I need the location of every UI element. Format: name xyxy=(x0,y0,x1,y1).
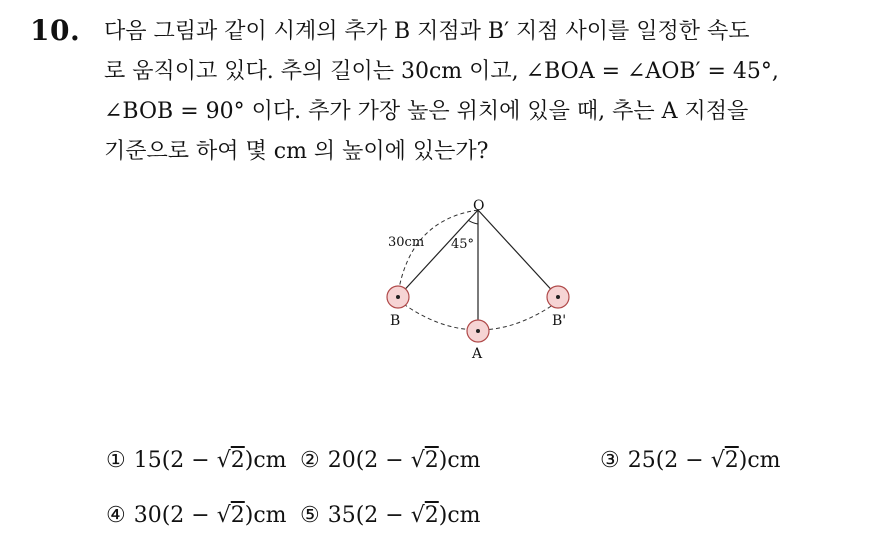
choice-1[interactable]: ① 15(2 − √2)cm xyxy=(106,448,287,473)
sqrt-symbol: √2 xyxy=(710,448,739,473)
question-line-3: ∠BOB = 90° 이다. 추가 가장 높은 위치에 있을 때, 추는 A 지점을 xyxy=(104,99,749,124)
choice-mark: ④ xyxy=(106,503,126,528)
pendulum-diagram xyxy=(370,190,590,370)
bob-b-center xyxy=(396,295,400,299)
choice-4[interactable]: ④ 30(2 − √2)cm xyxy=(106,503,287,528)
question-number: 10. xyxy=(30,14,81,47)
choice-5[interactable]: ⑤ 35(2 − √2)cm xyxy=(300,503,481,528)
sqrt-symbol: √2 xyxy=(216,448,245,473)
question-line-4: 기준으로 하여 몇 cm 의 높이에 있는가? xyxy=(104,139,489,164)
choice-mark: ⑤ xyxy=(300,503,320,528)
choice-mark: ③ xyxy=(600,448,620,473)
choice-mark: ① xyxy=(106,448,126,473)
label-length: 30cm xyxy=(388,235,425,250)
choice-2[interactable]: ② 20(2 − √2)cm xyxy=(300,448,481,473)
string-ob-prime xyxy=(478,210,558,297)
label-angle: 45° xyxy=(451,237,475,252)
label-a: A xyxy=(472,346,483,362)
question-line-1: 다음 그림과 같이 시계의 추가 B 지점과 B′ 지점 사이를 일정한 속도 xyxy=(104,19,750,44)
label-b: B xyxy=(390,313,401,329)
string-ob xyxy=(398,210,478,297)
choice-mark: ② xyxy=(300,448,320,473)
pendulum-figure xyxy=(370,190,590,370)
question-line-2: 로 움직이고 있다. 추의 길이는 30cm 이고, ∠BOA = ∠AOB′ = 45°, xyxy=(104,59,779,84)
label-b-prime: B' xyxy=(552,313,567,329)
angle-arc xyxy=(468,220,478,224)
sqrt-symbol: √2 xyxy=(410,503,439,528)
bob-a-center xyxy=(476,329,480,333)
sqrt-symbol: √2 xyxy=(410,448,439,473)
sqrt-symbol: √2 xyxy=(216,503,245,528)
question-text xyxy=(104,12,864,172)
bob-b-prime-center xyxy=(556,295,560,299)
label-o: O xyxy=(473,198,485,214)
choice-3[interactable]: ③ 25(2 − √2)cm xyxy=(600,448,781,473)
